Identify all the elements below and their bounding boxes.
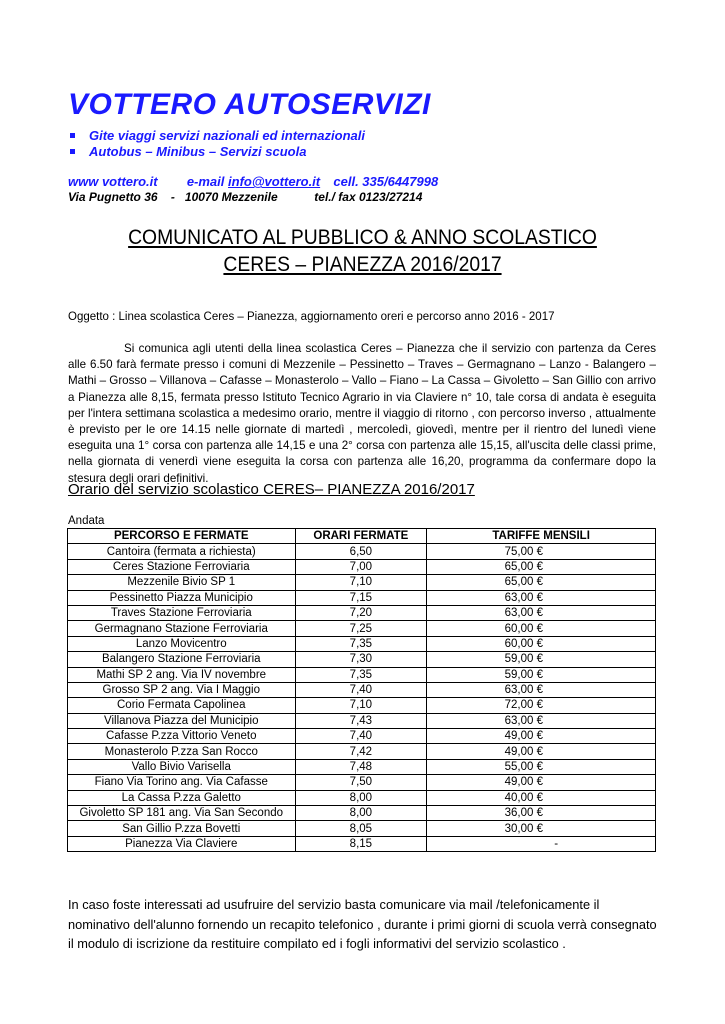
email-label: e-mail	[186, 174, 225, 189]
stop-cell: Pessinetto Piazza Municipio	[68, 590, 296, 605]
header-fares: TARIFFE MENSILI	[427, 529, 656, 544]
fare-cell: 36,00 €	[427, 806, 656, 821]
time-cell: 7,15	[295, 590, 427, 605]
table-row	[68, 575, 656, 590]
fare-cell: -	[427, 836, 656, 851]
time-cell: 8,05	[295, 821, 427, 836]
stop-cell: Monasterolo P.zza San Rocco	[68, 744, 296, 759]
stop-cell: Germagnano Stazione Ferroviaria	[68, 621, 296, 636]
table-row	[68, 775, 656, 790]
table-row	[68, 559, 656, 574]
fare-cell: 59,00 €	[427, 667, 656, 682]
table-row	[68, 744, 656, 759]
header-times: ORARI FERMATE	[295, 529, 427, 544]
time-cell: 7,25	[295, 621, 427, 636]
notice-title-line1	[0, 226, 725, 250]
table-row	[68, 682, 656, 697]
fare-cell: 60,00 €	[427, 621, 656, 636]
time-cell: 7,30	[295, 652, 427, 667]
stop-cell: Ceres Stazione Ferroviaria	[68, 559, 296, 574]
company-name: VOTTERO AUTOSERVIZI	[68, 88, 431, 121]
notice-title-line2	[0, 253, 725, 277]
header-route: PERCORSO E FERMATE	[68, 529, 296, 544]
table-row	[68, 759, 656, 774]
bullet-text: Autobus – Minibus – Servizi scuola	[89, 144, 307, 159]
stop-cell: Lanzo Movicentro	[68, 636, 296, 651]
bullet-text: Gite viaggi servizi nazionali ed internazionali	[89, 128, 365, 143]
notice-paragraph-text: Si comunica agli utenti della linea scolastica Ceres – Pianezza che il servizio con partenza da Ceres alle 6.50 farà fermate presso i comuni di Mezzenile – Pessinetto – Traves – Germagnano – Lanzo - Balangero – Mathi – Grosso – Villanova – Cafasse – Monasterolo – Vallo – Fiano – La Cassa – Givoletto – San Gillio con arrivo a Pianezza alle 8,15, fermata presso Istituto Tecnico Agrario in via Claviere n° 10, tale corsa di andata è eseguita per l'intera settimana scolastica a medesimo orario, mentre il viaggio di ritorno , con percorso inverso , attualmente è previsto per le ore 14.15 nelle giornate di martedì , mercoledì, giovedì, mentre per il rientro del lunedì viene eseguita una 1° corsa con partenza alle 14,15 e una 2° corsa con partenza alle 15,15, all'uscita delle classi prime, nella giornata di venerdì viene eseguita la corsa con partenza alle 16,20, programma da confermare dopo la stesura degli orari definitivi.	[68, 342, 656, 485]
time-cell: 7,40	[295, 682, 427, 697]
stop-cell: Grosso SP 2 ang. Via I Maggio	[68, 682, 296, 697]
stop-cell: Vallo Bivio Varisella	[68, 759, 296, 774]
time-cell: 7,50	[295, 775, 427, 790]
table-header-row	[68, 529, 656, 544]
fare-cell: 49,00 €	[427, 775, 656, 790]
table-row	[68, 621, 656, 636]
time-cell: 8,00	[295, 806, 427, 821]
time-cell: 7,42	[295, 744, 427, 759]
table-row	[68, 667, 656, 682]
stop-cell: Villanova Piazza del Municipio	[68, 713, 296, 728]
table-row	[68, 544, 656, 559]
time-cell: 7,10	[295, 575, 427, 590]
time-cell: 7,35	[295, 667, 427, 682]
fare-cell: 63,00 €	[427, 590, 656, 605]
bullet-icon	[70, 133, 75, 138]
time-cell: 7,20	[295, 605, 427, 620]
email-link[interactable]: info@vottero.it	[228, 174, 321, 189]
table-row	[68, 713, 656, 728]
stop-cell: Mathi SP 2 ang. Via IV novembre	[68, 667, 296, 682]
bullet-item	[68, 128, 365, 143]
schedule-table	[67, 528, 656, 852]
stop-cell: Traves Stazione Ferroviaria	[68, 605, 296, 620]
fare-cell: 63,00 €	[427, 605, 656, 620]
time-cell: 7,48	[295, 759, 427, 774]
notice-title-text: COMUNICATO AL PUBBLICO & ANNO SCOLASTICO	[128, 226, 597, 249]
fare-cell: 30,00 €	[427, 821, 656, 836]
fare-cell: 75,00 €	[427, 544, 656, 559]
table-row	[68, 729, 656, 744]
notice-subtitle-text: CERES – PIANEZZA 2016/2017	[223, 253, 502, 276]
fare-cell: 55,00 €	[427, 759, 656, 774]
time-cell: 7,35	[295, 636, 427, 651]
fare-cell: 59,00 €	[427, 652, 656, 667]
fare-cell: 65,00 €	[427, 575, 656, 590]
schedule-title: Orario del servizio scolastico CERES– PIANEZZA 2016/2017	[68, 481, 475, 498]
website-text: www vottero.it	[68, 174, 158, 189]
time-cell: 7,40	[295, 729, 427, 744]
fare-cell: 63,00 €	[427, 713, 656, 728]
fare-cell: 72,00 €	[427, 698, 656, 713]
table-row	[68, 836, 656, 851]
footer-note: In caso foste interessati ad usufruire del servizio basta comunicare via mail /telefonicamente il nominativo dell'alunno fornendo un recapito telefonico , durante i primi giorni di scuola verrà consegnato il modulo di iscrizione da restituire compilato ed i fogli informativi del servizio scolastico .	[68, 897, 657, 951]
stop-cell: Pianezza Via Claviere	[68, 836, 296, 851]
bullet-item	[68, 144, 306, 159]
time-cell: 8,15	[295, 836, 427, 851]
stop-cell: Givoletto SP 181 ang. Via San Secondo	[68, 806, 296, 821]
bullet-icon	[70, 149, 75, 154]
fare-cell: 40,00 €	[427, 790, 656, 805]
fare-cell: 49,00 €	[427, 729, 656, 744]
address-line: Via Pugnetto 36 - 10070 Mezzenile tel./ fax 0123/27214	[68, 190, 423, 204]
table-row	[68, 698, 656, 713]
table-row	[68, 806, 656, 821]
stop-cell: Cantoira (fermata a richiesta)	[68, 544, 296, 559]
fare-cell: 60,00 €	[427, 636, 656, 651]
fare-cell: 63,00 €	[427, 682, 656, 697]
stop-cell: San Gillio P.zza Bovetti	[68, 821, 296, 836]
time-cell: 6,50	[295, 544, 427, 559]
fare-cell: 49,00 €	[427, 744, 656, 759]
time-cell: 7,00	[295, 559, 427, 574]
stop-cell: Fiano Via Torino ang. Via Cafasse	[68, 775, 296, 790]
time-cell: 8,00	[295, 790, 427, 805]
stop-cell: La Cassa P.zza Galetto	[68, 790, 296, 805]
time-cell: 7,43	[295, 713, 427, 728]
table-row	[68, 790, 656, 805]
subject-line: Oggetto : Linea scolastica Ceres – Pianezza, aggiornamento oreri e percorso anno 2016 - 2017	[68, 311, 555, 323]
contact-line	[68, 174, 438, 189]
stop-cell: Mezzenile Bivio SP 1	[68, 575, 296, 590]
andata-label: Andata	[68, 515, 105, 527]
cell-number: cell. 335/6447998	[333, 174, 439, 189]
stop-cell: Cafasse P.zza Vittorio Veneto	[68, 729, 296, 744]
notice-paragraph	[68, 341, 656, 487]
table-row	[68, 636, 656, 651]
table-row	[68, 821, 656, 836]
fare-cell: 65,00 €	[427, 559, 656, 574]
stop-cell: Balangero Stazione Ferroviaria	[68, 652, 296, 667]
table-row	[68, 590, 656, 605]
time-cell: 7,10	[295, 698, 427, 713]
stop-cell: Corio Fermata Capolinea	[68, 698, 296, 713]
table-row	[68, 652, 656, 667]
table-row	[68, 605, 656, 620]
